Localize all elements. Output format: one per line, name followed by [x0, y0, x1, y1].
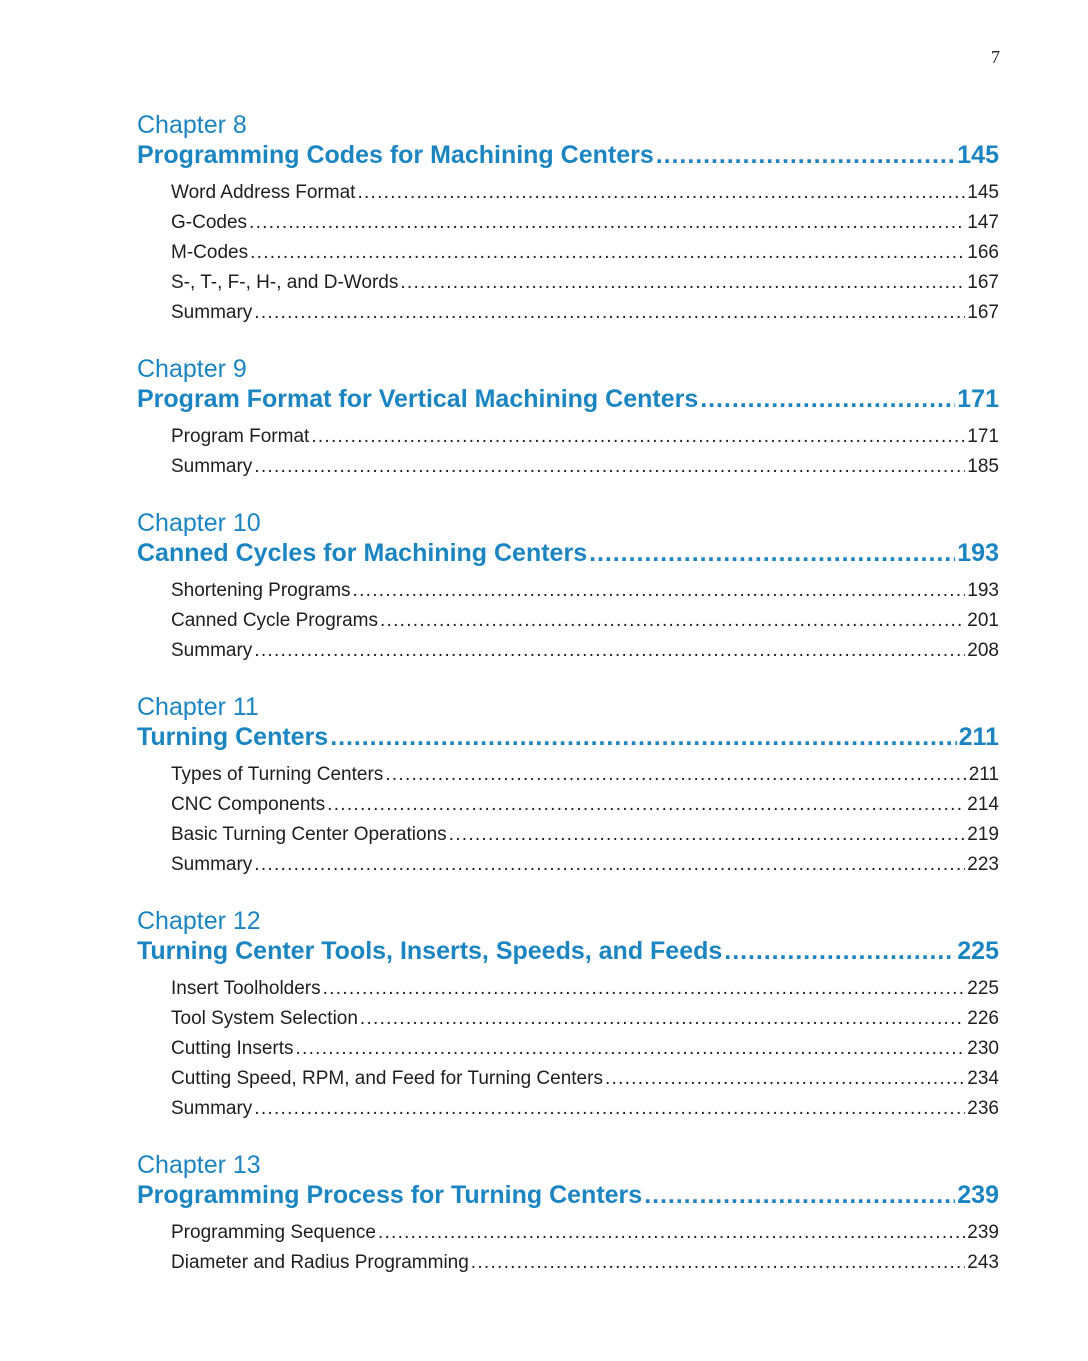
entry-title: Summary	[171, 640, 253, 661]
dot-leader	[254, 636, 965, 666]
dot-leader	[254, 298, 965, 328]
dot-leader	[330, 722, 956, 752]
entry-title: Shortening Programs	[171, 580, 351, 601]
dot-leader	[254, 452, 965, 482]
entry-title: G-Codes	[171, 212, 248, 233]
toc-entry[interactable]	[171, 576, 999, 606]
chapter-title-link[interactable]	[137, 140, 999, 170]
chapter-label: Chapter 12	[137, 907, 261, 935]
page-number: 7	[991, 47, 1000, 67]
chapter-title: Programming Codes for Machining Centers	[137, 141, 654, 169]
toc-entry[interactable]	[171, 208, 999, 238]
entry-page-number: 243	[967, 1252, 999, 1273]
dot-leader	[378, 1218, 965, 1248]
toc-entry[interactable]	[171, 178, 999, 208]
entry-title: Tool System Selection	[171, 1008, 358, 1029]
entry-title: Cutting Speed, RPM, and Feed for Turning Centers	[171, 1068, 603, 1089]
entry-page-number: 171	[967, 426, 999, 447]
dot-leader	[449, 820, 966, 850]
toc-entry[interactable]	[171, 1004, 999, 1034]
dot-leader	[327, 790, 965, 820]
chapter-section	[137, 692, 999, 880]
toc-entry[interactable]	[171, 1248, 999, 1278]
chapter-label: Chapter 8	[137, 111, 247, 139]
chapter-page-number: 211	[958, 723, 999, 751]
toc-entry[interactable]	[171, 268, 999, 298]
entry-title: Types of Turning Centers	[171, 764, 384, 785]
entry-page-number: 230	[967, 1038, 999, 1059]
entry-page-number: 239	[967, 1222, 999, 1243]
entry-title: CNC Components	[171, 794, 326, 815]
dot-leader	[323, 974, 966, 1004]
chapter-page-number: 145	[957, 141, 999, 169]
chapter-title-link[interactable]	[137, 384, 999, 414]
chapter-title-link[interactable]	[137, 936, 999, 966]
entry-page-number: 211	[968, 764, 999, 785]
chapter-section	[137, 1150, 999, 1278]
toc-entry[interactable]	[171, 790, 999, 820]
entry-page-number: 219	[967, 824, 999, 845]
chapter-title: Program Format for Vertical Machining Centers	[137, 385, 699, 413]
chapter-title: Canned Cycles for Machining Centers	[137, 539, 588, 567]
chapter-title-link[interactable]	[137, 1180, 999, 1210]
entry-title: Program Format	[171, 426, 310, 447]
toc-entry[interactable]	[171, 820, 999, 850]
toc-entry[interactable]	[171, 1218, 999, 1248]
toc-entry[interactable]	[171, 606, 999, 636]
entry-title: Insert Toolholders	[171, 978, 321, 999]
entry-page-number: 166	[967, 242, 999, 263]
entry-page-number: 185	[967, 456, 999, 477]
entry-page-number: 167	[967, 302, 999, 323]
entry-title: Word Address Format	[171, 182, 356, 203]
entry-page-number: 225	[967, 978, 999, 999]
toc-entry[interactable]	[171, 298, 999, 328]
toc-entry[interactable]	[171, 760, 999, 790]
toc-entry[interactable]	[171, 1064, 999, 1094]
entry-page-number: 147	[967, 212, 999, 233]
chapter-title: Turning Center Tools, Inserts, Speeds, and Feeds	[137, 937, 723, 965]
chapter-page-number: 225	[957, 937, 999, 965]
entry-title: Diameter and Radius Programming	[171, 1252, 469, 1273]
dot-leader	[380, 606, 965, 636]
entry-title: Programming Sequence	[171, 1222, 376, 1243]
dot-leader	[400, 268, 965, 298]
chapter-section	[137, 110, 999, 328]
entry-page-number: 208	[967, 640, 999, 661]
dot-leader	[250, 238, 965, 268]
chapter-label: Chapter 13	[137, 1151, 261, 1179]
dot-leader	[700, 384, 955, 414]
toc-entry[interactable]	[171, 1034, 999, 1064]
toc-entry[interactable]	[171, 974, 999, 1004]
entry-page-number: 214	[967, 794, 999, 815]
dot-leader	[605, 1064, 965, 1094]
toc-entry[interactable]	[171, 850, 999, 880]
table-of-contents	[137, 110, 999, 1304]
toc-entry[interactable]	[171, 422, 999, 452]
entry-title: Cutting Inserts	[171, 1038, 294, 1059]
entry-title: S-, T-, F-, H-, and D-Words	[171, 272, 399, 293]
dot-leader	[254, 1094, 965, 1124]
chapter-label: Chapter 9	[137, 355, 247, 383]
dot-leader	[656, 140, 956, 170]
entry-title: Summary	[171, 1098, 253, 1119]
dot-leader	[385, 760, 966, 790]
dot-leader	[254, 850, 965, 880]
entry-title: Summary	[171, 854, 253, 875]
dot-leader	[353, 576, 966, 606]
chapter-label: Chapter 11	[137, 693, 259, 721]
dot-leader	[357, 178, 965, 208]
entry-page-number: 226	[967, 1008, 999, 1029]
entry-page-number: 223	[967, 854, 999, 875]
dot-leader	[589, 538, 955, 568]
dot-leader	[644, 1180, 955, 1210]
chapter-page-number: 171	[957, 385, 999, 413]
chapter-page-number: 239	[957, 1181, 999, 1209]
entry-page-number: 145	[967, 182, 999, 203]
toc-entry[interactable]	[171, 1094, 999, 1124]
entry-title: Basic Turning Center Operations	[171, 824, 447, 845]
entry-page-number: 167	[967, 272, 999, 293]
entry-page-number: 193	[967, 580, 999, 601]
entry-page-number: 234	[967, 1068, 999, 1089]
entry-title: Summary	[171, 302, 253, 323]
entry-title: Canned Cycle Programs	[171, 610, 378, 631]
chapter-title-link[interactable]	[137, 538, 999, 568]
chapter-page-number: 193	[957, 539, 999, 567]
dot-leader	[360, 1004, 965, 1034]
chapter-section	[137, 508, 999, 666]
toc-entry[interactable]	[171, 636, 999, 666]
toc-entry[interactable]	[171, 238, 999, 268]
entry-title: Summary	[171, 456, 253, 477]
entry-title: M-Codes	[171, 242, 249, 263]
chapter-label: Chapter 10	[137, 509, 261, 537]
dot-leader	[249, 208, 965, 238]
toc-entry[interactable]	[171, 452, 999, 482]
chapter-section	[137, 354, 999, 482]
entry-page-number: 201	[967, 610, 999, 631]
chapter-section	[137, 906, 999, 1124]
entry-page-number: 236	[967, 1098, 999, 1119]
dot-leader	[311, 422, 965, 452]
chapter-title-link[interactable]	[137, 722, 999, 752]
dot-leader	[296, 1034, 966, 1064]
chapter-title: Turning Centers	[137, 723, 329, 751]
dot-leader	[724, 936, 955, 966]
chapter-title: Programming Process for Turning Centers	[137, 1181, 643, 1209]
dot-leader	[471, 1248, 966, 1278]
